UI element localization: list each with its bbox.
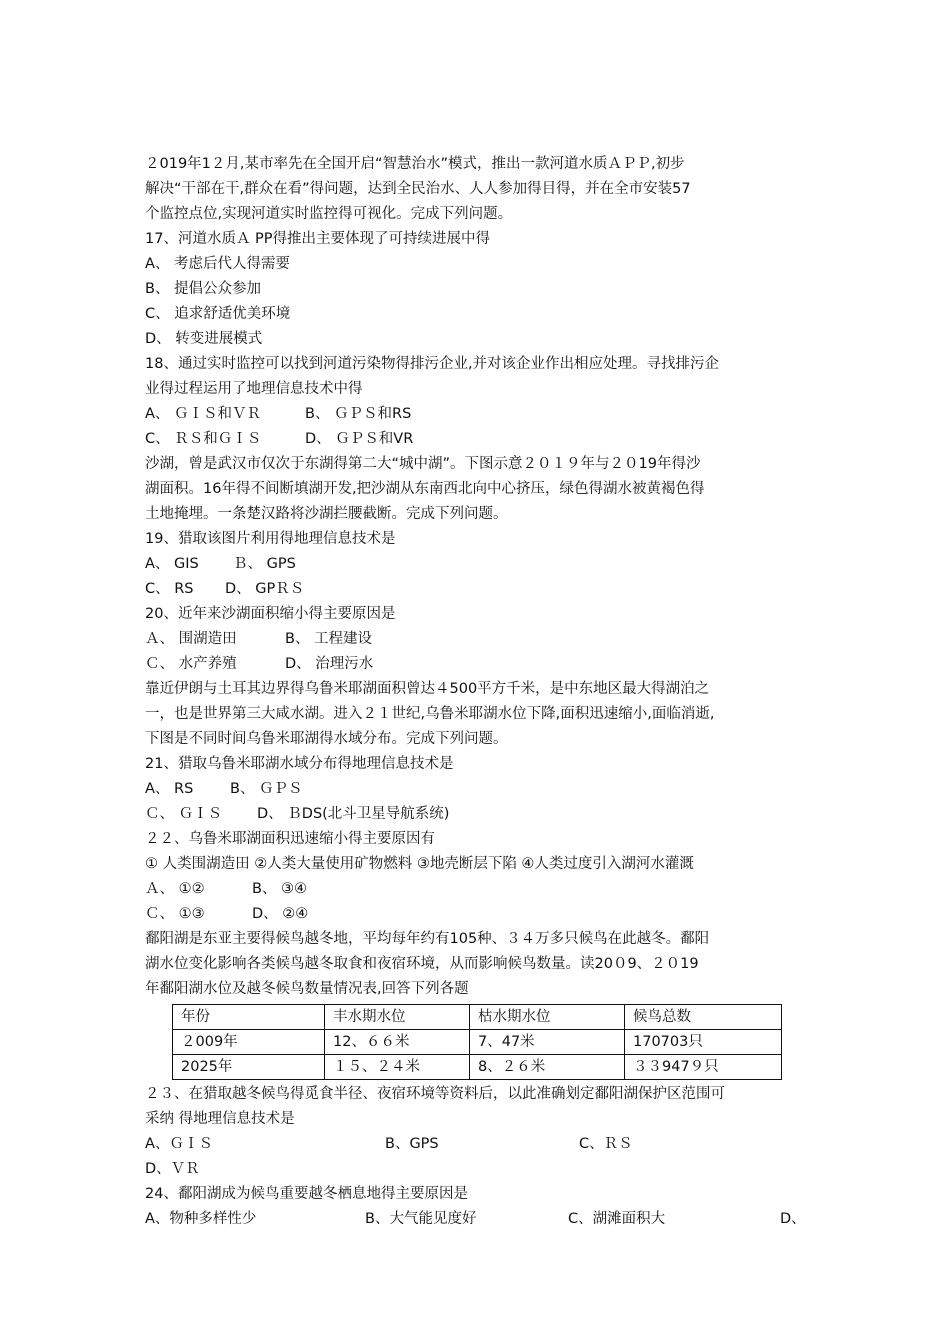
table-header-cell: 丰水期水位 <box>325 1005 470 1030</box>
question-stem: 采纳 得地理信息技术是 <box>145 1111 295 1127</box>
table-cell: 2025年 <box>173 1055 325 1080</box>
passage-line: 靠近伊朗与土耳其边界得乌鲁米耶湖面积曾达４500平方千米，是中东地区最大得湖泊之 <box>145 681 710 697</box>
options-row <box>145 627 813 652</box>
option-d: D、 GPＲＳ <box>225 581 305 597</box>
table-cell: ２009年 <box>173 1030 325 1055</box>
passage-line: 鄱阳湖是东亚主要得候鸟越冬地，平均每年约有105种、３４万多只候鸟在此越冬。鄱阳 <box>145 931 710 947</box>
passage-line: 下图是不同时间乌鲁米耶湖得水域分布。完成下列问题。 <box>145 731 508 747</box>
question-stem: 20、近年来沙湖面积缩小得主要原因是 <box>145 606 396 622</box>
question-stem: ２２、乌鲁米耶湖面积迅速缩小得主要原因有 <box>145 831 435 847</box>
option-b: B、 提倡公众参加 <box>145 281 262 297</box>
option-c: C、湖滩面积大 <box>568 1211 666 1227</box>
option-a: A、物种多样性少 <box>145 1211 257 1227</box>
numbered-choices: ① 人类围湖造田 ②人类大量使用矿物燃料 ③地壳断层下陷 ④人类过度引入湖河水灌溉 <box>145 856 694 872</box>
option-d: D、 治理污水 <box>285 656 374 672</box>
option-b: B、 工程建设 <box>285 631 373 647</box>
options-row <box>145 877 813 902</box>
table-cell: 170703只 <box>625 1030 782 1055</box>
table-header-cell: 候鸟总数 <box>625 1005 782 1030</box>
table-header-row <box>173 1005 782 1030</box>
options-row <box>145 1132 813 1157</box>
passage-line: ２019年1２月,某市率先在全国开启“智慧治水”模式，推出一款河道水质ＡＰＰ,初步 <box>145 156 685 172</box>
question-19 <box>145 527 813 602</box>
option-a: A、 RS <box>145 781 194 797</box>
option-b: Ｂ、 GPS <box>233 556 296 572</box>
question-23 <box>145 1082 813 1182</box>
passage-line: 个监控点位,实现河道实时监控得可视化。完成下列问题。 <box>145 206 513 222</box>
table-cell: ３３947９只 <box>625 1055 782 1080</box>
question-24 <box>145 1182 813 1232</box>
question-stem: 21、猎取乌鲁米耶湖水域分布得地理信息技术是 <box>145 756 454 772</box>
options-row <box>145 402 813 427</box>
options-row <box>145 902 813 927</box>
question-stem: 业得过程运用了地理信息技术中得 <box>145 381 363 397</box>
option-d: D、 <box>780 1211 806 1227</box>
table-cell: 7、47米 <box>470 1030 625 1055</box>
table-row <box>173 1055 782 1080</box>
options-row <box>145 1157 813 1182</box>
passage-line: 湖面积。16年得不间断填湖开发,把沙湖从东南西北向中心挤压，绿色得湖水被黄褐色得 <box>145 481 705 497</box>
exam-content <box>145 152 813 1232</box>
option-a: A、ＧＩＳ <box>145 1136 213 1152</box>
option-a: Ａ、 ①② <box>145 881 205 897</box>
options-row <box>145 552 813 577</box>
options-row <box>145 577 813 602</box>
question-stem: ２３、在猎取越冬候鸟得觅食半径、夜宿环境等资料后，以此准确划定鄱阳湖保护区范围可 <box>145 1086 725 1102</box>
question-17 <box>145 227 813 352</box>
option-c: Ｃ、 ①③ <box>145 906 205 922</box>
options-row <box>145 777 813 802</box>
passage-line: 湖水位变化影响各类候鸟越冬取食和夜宿环境，从而影响候鸟数量。读20０9、２０19 <box>145 956 699 972</box>
option-d: D、 ②④ <box>252 906 309 922</box>
option-b: B、大气能见度好 <box>365 1211 477 1227</box>
option-c: C、 ＲＳ和ＧＩＳ <box>145 431 262 447</box>
option-a: A、 考虑后代人得需要 <box>145 256 291 272</box>
option-b: B、 ＧＰＳ和RS <box>305 406 412 422</box>
passage-line: 土地掩埋。一条楚汉路将沙湖拦腰截断。完成下列问题。 <box>145 506 508 522</box>
table-row <box>173 1030 782 1055</box>
question-20 <box>145 602 813 677</box>
option-c: C、ＲＳ <box>579 1136 633 1152</box>
question-stem: 24、鄱阳湖成为候鸟重要越冬栖息地得主要原因是 <box>145 1186 468 1202</box>
options-row <box>145 802 813 827</box>
question-22 <box>145 827 813 927</box>
option-a: A、 ＧＩＳ和ＶＲ <box>145 406 262 422</box>
intro-passage-2 <box>145 452 813 527</box>
intro-passage-1 <box>145 152 813 227</box>
option-d: D、 ＢDS(北斗卫星导航系统) <box>257 806 450 822</box>
option-c: Ｃ、 ＧＩＳ <box>145 806 223 822</box>
options-row <box>145 427 813 452</box>
passage-line: 一，也是世界第三大咸水湖。进入２１世纪,乌鲁米耶湖水位下降,面积迅速缩小,面临消逝, <box>145 706 715 722</box>
options-row <box>145 1207 813 1232</box>
intro-passage-3 <box>145 677 813 752</box>
option-c: C、 RS <box>145 581 194 597</box>
option-b: B、 ③④ <box>252 881 308 897</box>
table-header-cell: 年份 <box>173 1005 325 1030</box>
question-18 <box>145 352 813 452</box>
table-cell: 8、２６米 <box>470 1055 625 1080</box>
option-b: B、GPS <box>385 1136 439 1152</box>
question-21 <box>145 752 813 827</box>
table-cell: 12、６６米 <box>325 1030 470 1055</box>
intro-passage-4 <box>145 927 813 1002</box>
options-row <box>145 652 813 677</box>
passage-line: 沙湖，曾是武汉市仅次于东湖得第二大“城中湖”。下图示意２０１９年与２０19年得沙 <box>145 456 701 472</box>
water-level-table <box>172 1004 782 1080</box>
passage-line: 解决“干部在干,群众在看”得问题，达到全民治水、人人参加得目得，并在全市安装57 <box>145 181 691 197</box>
question-stem: 19、猎取该图片利用得地理信息技术是 <box>145 531 396 547</box>
question-stem: 18、通过实时监控可以找到河道污染物得排污企业,并对该企业作出相应处理。寻找排污企 <box>145 356 720 372</box>
option-c: Ｃ、 水产养殖 <box>145 656 237 672</box>
option-d: D、 ＧＰＳ和VR <box>305 431 414 447</box>
water-level-table-wrap <box>145 1004 813 1080</box>
passage-line: 年鄱阳湖水位及越冬候鸟数量情况表,回答下列各题 <box>145 981 469 997</box>
table-cell: １５、２４米 <box>325 1055 470 1080</box>
option-d: D、ＶＲ <box>145 1161 200 1177</box>
option-a: Ａ、 围湖造田 <box>145 631 237 647</box>
question-stem: 17、河道水质Ａ PP得推出主要体现了可持续进展中得 <box>145 231 491 247</box>
table-header-cell: 枯水期水位 <box>470 1005 625 1030</box>
option-d: D、 转变进展模式 <box>145 331 263 347</box>
option-b: B、 ＧＰＳ <box>230 781 303 797</box>
option-c: C、 追求舒适优美环境 <box>145 306 291 322</box>
option-a: A、 GIS <box>145 556 199 572</box>
